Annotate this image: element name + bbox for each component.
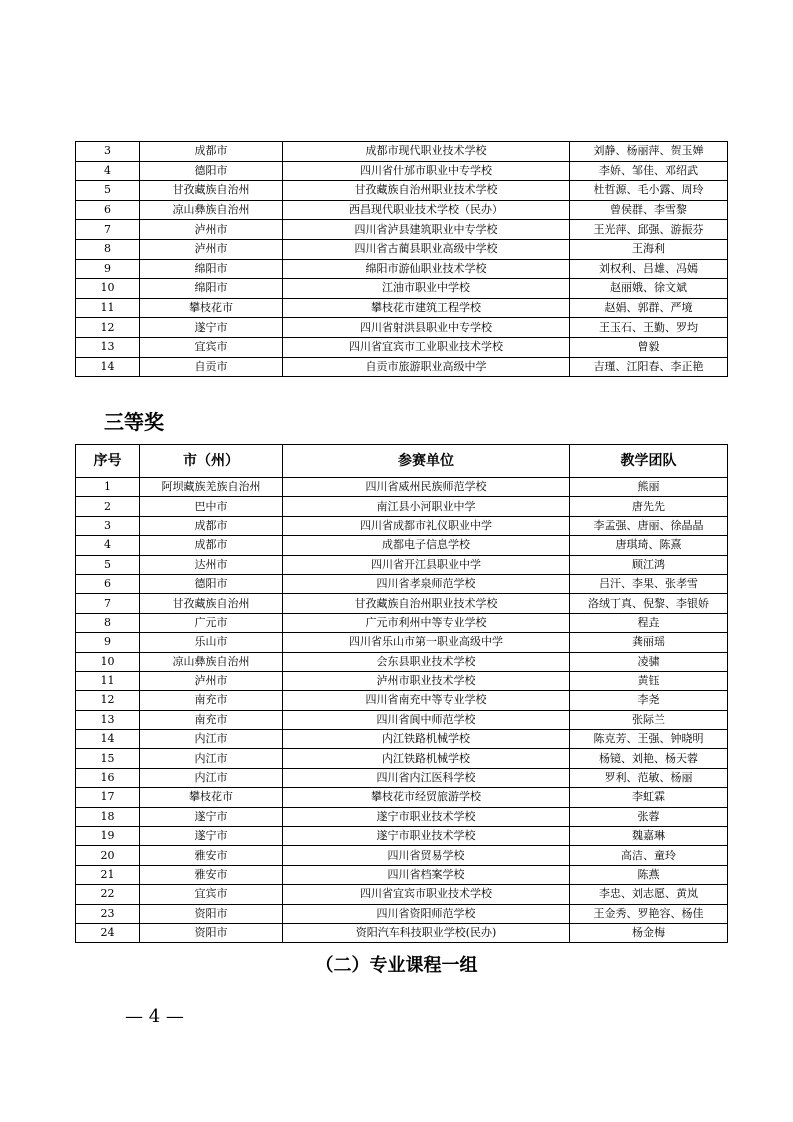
table-row <box>76 710 728 729</box>
cell-city: 成都市 <box>140 536 283 555</box>
table-row <box>76 318 728 338</box>
cell-team: 张际兰 <box>570 710 728 729</box>
cell-city: 甘孜藏族自治州 <box>140 594 283 613</box>
cell-index: 21 <box>76 865 140 884</box>
cell-index: 3 <box>76 516 140 535</box>
table-row <box>76 555 728 574</box>
cell-city: 宜宾市 <box>140 885 283 904</box>
cell-unit: 四川省档案学校 <box>283 865 570 884</box>
table-row <box>76 904 728 923</box>
table-row <box>76 613 728 632</box>
cell-city: 雅安市 <box>140 846 283 865</box>
cell-team: 杜哲源、毛小露、周玲 <box>570 181 728 201</box>
cell-city: 泸州市 <box>140 220 283 240</box>
cell-unit: 攀枝花市建筑工程学校 <box>283 298 570 318</box>
table-row <box>76 749 728 768</box>
cell-unit: 四川省南充中等专业学校 <box>283 691 570 710</box>
cell-index: 6 <box>76 200 140 220</box>
cell-team: 杨金梅 <box>570 923 728 942</box>
cell-index: 23 <box>76 904 140 923</box>
table-row <box>76 181 728 201</box>
cell-city: 遂宁市 <box>140 318 283 338</box>
cell-team: 吉瑾、江阳春、李正艳 <box>570 357 728 377</box>
cell-team: 李忠、刘志愿、黄岚 <box>570 885 728 904</box>
table-row <box>76 298 728 318</box>
cell-team: 顾江鸿 <box>570 555 728 574</box>
header-team: 教学团队 <box>570 445 728 478</box>
cell-index: 8 <box>76 239 140 259</box>
cell-index: 9 <box>76 259 140 279</box>
cell-city: 凉山彝族自治州 <box>140 652 283 671</box>
cell-city: 泸州市 <box>140 671 283 690</box>
cell-team: 洛绒丁真、倪黎、李银娇 <box>570 594 728 613</box>
cell-city: 遂宁市 <box>140 827 283 846</box>
cell-city: 雅安市 <box>140 865 283 884</box>
cell-unit: 四川省什邡市职业中专学校 <box>283 161 570 181</box>
cell-city: 南充市 <box>140 691 283 710</box>
cell-team: 魏嘉琳 <box>570 827 728 846</box>
cell-unit: 四川省贸易学校 <box>283 846 570 865</box>
page-number: — 4 — <box>125 1006 184 1027</box>
cell-unit: 四川省威州民族师范学校 <box>283 478 570 497</box>
cell-unit: 四川省射洪县职业中专学校 <box>283 318 570 338</box>
cell-index: 22 <box>76 885 140 904</box>
cell-index: 11 <box>76 671 140 690</box>
cell-team: 李尧 <box>570 691 728 710</box>
cell-team: 刘权利、吕雄、冯嫣 <box>570 259 728 279</box>
cell-city: 攀枝花市 <box>140 298 283 318</box>
cell-unit: 南江县小河职业中学 <box>283 497 570 516</box>
cell-city: 绵阳市 <box>140 279 283 299</box>
cell-index: 19 <box>76 827 140 846</box>
cell-index: 4 <box>76 161 140 181</box>
cell-city: 凉山彝族自治州 <box>140 200 283 220</box>
table-row <box>76 768 728 787</box>
cell-city: 成都市 <box>140 142 283 162</box>
cell-team: 张蓉 <box>570 807 728 826</box>
table-row <box>76 357 728 377</box>
table-row <box>76 923 728 942</box>
cell-team: 唐琪琦、陈熹 <box>570 536 728 555</box>
table-row <box>76 633 728 652</box>
cell-unit: 遂宁市职业技术学校 <box>283 807 570 826</box>
table-row <box>76 730 728 749</box>
table-row <box>76 865 728 884</box>
cell-index: 1 <box>76 478 140 497</box>
cell-unit: 攀枝花市经贸旅游学校 <box>283 788 570 807</box>
cell-team: 陈燕 <box>570 865 728 884</box>
table-header-row <box>76 445 728 478</box>
cell-city: 阿坝藏族羌族自治州 <box>140 478 283 497</box>
cell-city: 内江市 <box>140 768 283 787</box>
table-row <box>76 652 728 671</box>
cell-city: 自贡市 <box>140 357 283 377</box>
cell-city: 达州市 <box>140 555 283 574</box>
cell-index: 16 <box>76 768 140 787</box>
cell-team: 黄钰 <box>570 671 728 690</box>
cell-team: 熊丽 <box>570 478 728 497</box>
table-row <box>76 497 728 516</box>
cell-unit: 会东县职业技术学校 <box>283 652 570 671</box>
cell-index: 13 <box>76 337 140 357</box>
cell-unit: 四川省阆中师范学校 <box>283 710 570 729</box>
cell-index: 24 <box>76 923 140 942</box>
cell-team: 罗利、范敏、杨丽 <box>570 768 728 787</box>
table-row <box>76 516 728 535</box>
cell-team: 王金秀、罗艳容、杨佳 <box>570 904 728 923</box>
cell-unit: 甘孜藏族自治州职业技术学校 <box>283 181 570 201</box>
cell-unit: 成都电子信息学校 <box>283 536 570 555</box>
cell-unit: 广元市利州中等专业学校 <box>283 613 570 632</box>
cell-team: 王海利 <box>570 239 728 259</box>
table-row <box>76 259 728 279</box>
cell-team: 赵娟、郭群、严境 <box>570 298 728 318</box>
cell-city: 内江市 <box>140 730 283 749</box>
cell-unit: 自贡市旅游职业高级中学 <box>283 357 570 377</box>
cell-city: 南充市 <box>140 710 283 729</box>
cell-index: 11 <box>76 298 140 318</box>
cell-city: 泸州市 <box>140 239 283 259</box>
cell-index: 13 <box>76 710 140 729</box>
cell-index: 3 <box>76 142 140 162</box>
cell-team: 曾侯群、李雪黎 <box>570 200 728 220</box>
table-row <box>76 142 728 162</box>
cell-index: 5 <box>76 555 140 574</box>
cell-index: 6 <box>76 574 140 593</box>
table-row <box>76 807 728 826</box>
cell-unit: 遂宁市职业技术学校 <box>283 827 570 846</box>
cell-team: 曾毅 <box>570 337 728 357</box>
cell-unit: 四川省宜宾市职业技术学校 <box>283 885 570 904</box>
third-prize-table <box>75 444 728 943</box>
cell-team: 高洁、童玲 <box>570 846 728 865</box>
cell-team: 唐先先 <box>570 497 728 516</box>
cell-index: 10 <box>76 652 140 671</box>
cell-team: 吕汗、李果、张孝雪 <box>570 574 728 593</box>
cell-index: 2 <box>76 497 140 516</box>
table-row <box>76 337 728 357</box>
cell-city: 乐山市 <box>140 633 283 652</box>
table-row <box>76 691 728 710</box>
table-row <box>76 594 728 613</box>
cell-unit: 四川省乐山市第一职业高级中学 <box>283 633 570 652</box>
cell-unit: 四川省开江县职业中学 <box>283 555 570 574</box>
cell-city: 成都市 <box>140 516 283 535</box>
cell-team: 龚丽瑶 <box>570 633 728 652</box>
cell-team: 王光萍、邱强、游振芬 <box>570 220 728 240</box>
cell-index: 14 <box>76 730 140 749</box>
table-row <box>76 220 728 240</box>
cell-team: 李孟强、唐丽、徐晶晶 <box>570 516 728 535</box>
cell-city: 广元市 <box>140 613 283 632</box>
cell-index: 4 <box>76 536 140 555</box>
cell-index: 17 <box>76 788 140 807</box>
cell-team: 赵丽娥、徐文斌 <box>570 279 728 299</box>
cell-index: 12 <box>76 318 140 338</box>
cell-team: 李虹霖 <box>570 788 728 807</box>
cell-team: 程垚 <box>570 613 728 632</box>
cell-index: 12 <box>76 691 140 710</box>
section-title: （二）专业课程一组 <box>315 955 478 976</box>
table-row <box>76 200 728 220</box>
cell-unit: 四川省宜宾市工业职业技术学校 <box>283 337 570 357</box>
table-row <box>76 574 728 593</box>
awards-table-continued <box>75 141 728 377</box>
cell-team: 李娇、邹佳、邓绍武 <box>570 161 728 181</box>
cell-city: 资阳市 <box>140 904 283 923</box>
cell-city: 甘孜藏族自治州 <box>140 181 283 201</box>
header-unit: 参赛单位 <box>283 445 570 478</box>
cell-team: 凌骕 <box>570 652 728 671</box>
cell-unit: 四川省古蔺县职业高级中学校 <box>283 239 570 259</box>
cell-index: 20 <box>76 846 140 865</box>
table-row <box>76 536 728 555</box>
cell-index: 8 <box>76 613 140 632</box>
cell-city: 绵阳市 <box>140 259 283 279</box>
cell-city: 资阳市 <box>140 923 283 942</box>
cell-unit: 成都市现代职业技术学校 <box>283 142 570 162</box>
table-row <box>76 846 728 865</box>
cell-team: 王玉石、王勤、罗均 <box>570 318 728 338</box>
cell-index: 9 <box>76 633 140 652</box>
cell-city: 内江市 <box>140 749 283 768</box>
table-row <box>76 788 728 807</box>
cell-unit: 四川省成都市礼仪职业中学 <box>283 516 570 535</box>
third-prize-heading: 三等奖 <box>104 410 164 434</box>
table-row <box>76 671 728 690</box>
cell-unit: 江油市职业中学校 <box>283 279 570 299</box>
table-row <box>76 279 728 299</box>
table-row <box>76 478 728 497</box>
cell-unit: 四川省泸县建筑职业中专学校 <box>283 220 570 240</box>
cell-index: 7 <box>76 594 140 613</box>
cell-team: 刘静、杨丽萍、贺玉婵 <box>570 142 728 162</box>
header-city: 市（州） <box>140 445 283 478</box>
cell-city: 宜宾市 <box>140 337 283 357</box>
cell-unit: 绵阳市游仙职业技术学校 <box>283 259 570 279</box>
cell-city: 遂宁市 <box>140 807 283 826</box>
cell-unit: 内江铁路机械学校 <box>283 730 570 749</box>
header-index: 序号 <box>76 445 140 478</box>
cell-index: 14 <box>76 357 140 377</box>
table-row <box>76 239 728 259</box>
table-row <box>76 161 728 181</box>
cell-city: 巴中市 <box>140 497 283 516</box>
cell-city: 攀枝花市 <box>140 788 283 807</box>
cell-unit: 西昌现代职业技术学校（民办） <box>283 200 570 220</box>
cell-index: 10 <box>76 279 140 299</box>
cell-unit: 甘孜藏族自治州职业技术学校 <box>283 594 570 613</box>
table-row <box>76 885 728 904</box>
cell-unit: 泸州市职业技术学校 <box>283 671 570 690</box>
cell-unit: 四川省内江医科学校 <box>283 768 570 787</box>
cell-index: 5 <box>76 181 140 201</box>
table-row <box>76 827 728 846</box>
cell-unit: 资阳汽车科技职业学校(民办) <box>283 923 570 942</box>
cell-team: 杨镜、刘艳、杨天蓉 <box>570 749 728 768</box>
cell-city: 德阳市 <box>140 574 283 593</box>
cell-team: 陈克芳、王强、钟晓明 <box>570 730 728 749</box>
cell-index: 7 <box>76 220 140 240</box>
cell-unit: 四川省资阳师范学校 <box>283 904 570 923</box>
cell-city: 德阳市 <box>140 161 283 181</box>
cell-unit: 四川省孝泉师范学校 <box>283 574 570 593</box>
cell-index: 18 <box>76 807 140 826</box>
cell-unit: 内江铁路机械学校 <box>283 749 570 768</box>
cell-index: 15 <box>76 749 140 768</box>
